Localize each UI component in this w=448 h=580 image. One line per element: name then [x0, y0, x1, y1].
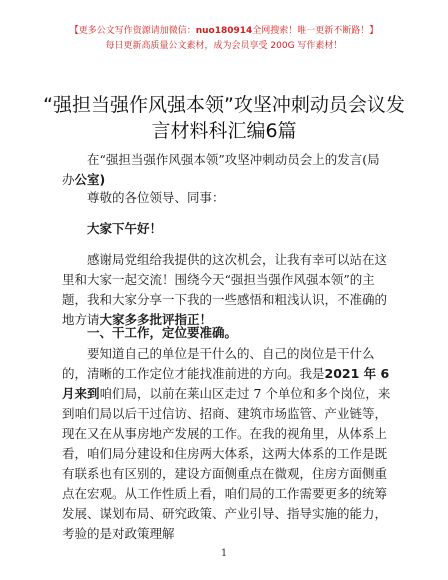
paragraph-1	[62, 250, 392, 330]
hello-line: 大家下午好！	[87, 221, 163, 236]
subtitle-part-2: 公室)	[74, 172, 106, 187]
banner-wechat: nuo180914	[195, 26, 253, 36]
subtitle-part-1: 在“强担当强作风强本领”攻坚冲刺动员会上的发言(局办	[62, 152, 380, 187]
paragraph-1-text: 感谢局党组给我提供的这次机会，让我有幸可以站在这里和大家一起交流！围绕今天“强担当强作风强本领”的主题，我和大家分享一下我的一些感悟和粗浅认识，不准确的地方请	[62, 252, 388, 327]
paragraph-2-b: 2021 年 6 月来到	[62, 366, 390, 401]
promo-banner	[0, 24, 448, 54]
paragraph-2-a: 要知道自己的单位是干什么的、自己的岗位是干什么的，清晰的工作定位才能找准前进的方向。我是	[62, 346, 375, 381]
page-number: 1	[220, 548, 228, 559]
paragraph-2-c: 咱们局，以前在莱山区走过 7 个单位和多个岗位，来到咱们局以后干过信访、招商、建筑市场监管、产业链等，现在又在从事房地产发展的工作。在我的视角里，从体系上看，咱们局分建设和住房两大体系，这两大体系的工作是既有联系也有区别的，建设方面侧重点在微观，住房方面侧重点在宏观。从工作性质上看，咱们局的工作需要更多的统筹发展、谋划布局、研究政策、产业引导、指导实施的能力，考验的是对政策理解	[62, 386, 391, 541]
banner-suffix: 全网搜索！唯一更新不断路！】	[252, 26, 379, 36]
greeting: 尊敬的各位领导、同事：	[87, 190, 225, 205]
banner-line-2: 每日更新高质量公文素材，成为会员享受 200G 写作素材！	[105, 41, 343, 51]
heading-1: 一、干工作，定位要准确。	[87, 325, 238, 340]
paragraph-1-bold: 大家多多批评指正！	[99, 312, 213, 327]
subtitle	[62, 150, 392, 190]
paragraph-2	[62, 344, 392, 544]
banner-prefix: 【更多公文写作资源请加微信：	[69, 26, 196, 36]
banner-line-1	[0, 24, 448, 39]
document-title: “强担当强作风强本领”攻坚冲刺动员会议发言材料科汇编6篇	[43, 94, 405, 142]
